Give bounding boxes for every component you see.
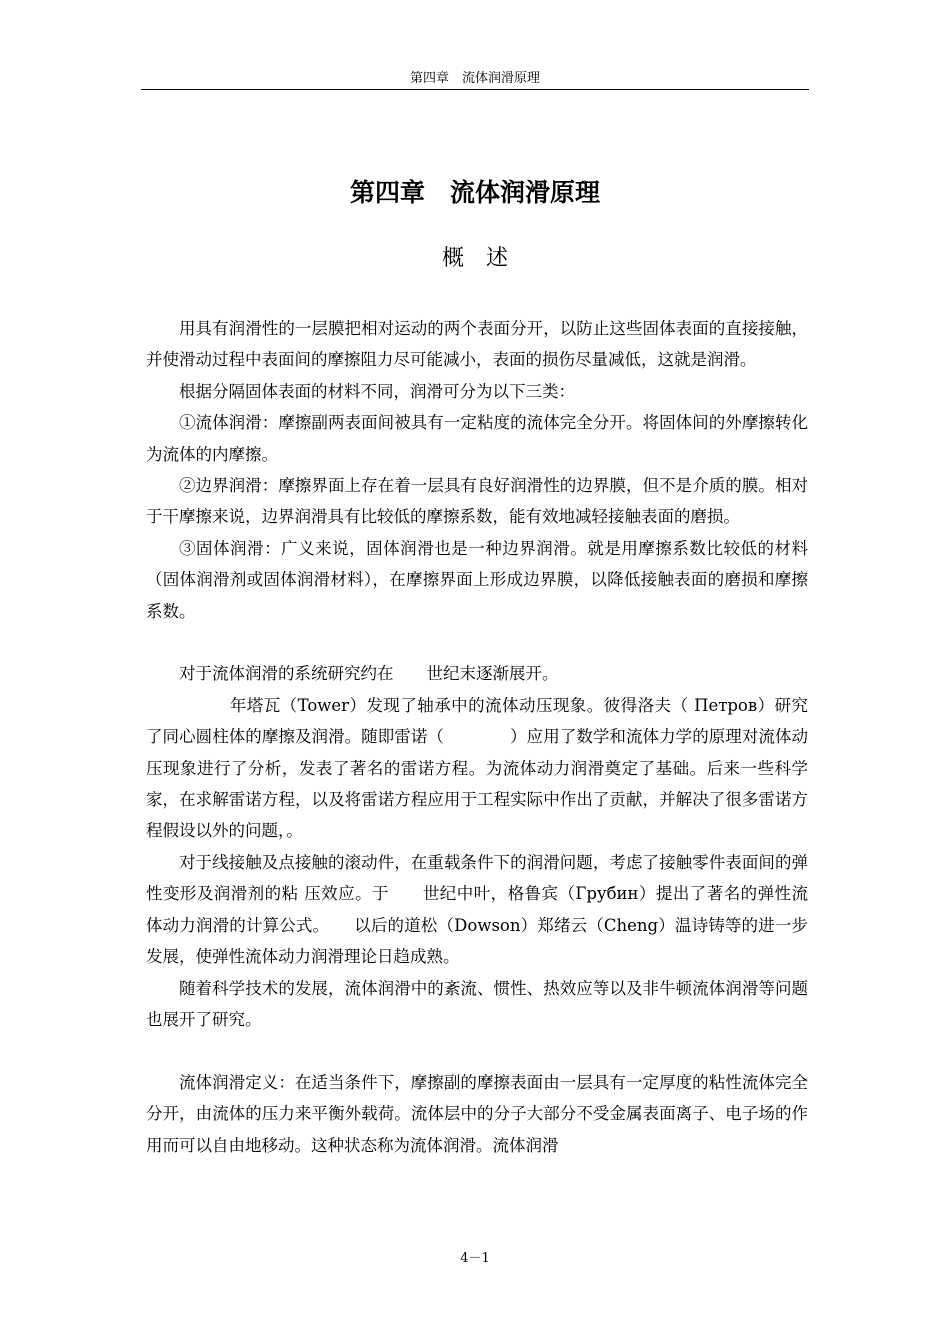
- running-header: 第四章 流体润滑原理: [409, 71, 540, 86]
- page-number: 4－1: [460, 1251, 490, 1266]
- paragraph-solid-lubrication: ③固体润滑：广义来说，固体润滑也是一种边界润滑。就是用摩擦系数比较低的材料（固体润滑剂或固体润滑材料），在摩擦界面上形成边界膜，以降低接触表面的磨损和摩擦系数。: [146, 538, 808, 621]
- paragraph-fluid-lubrication: ①流体润滑：摩擦副两表面间被具有一定粘度的流体完全分开。将固体间的外摩擦转化为流体的内摩擦。: [146, 413, 808, 464]
- header-rule: [141, 89, 809, 90]
- paragraph-definition-lubrication: 用具有润滑性的一层膜把相对运动的两个表面分开，以防止这些固体表面的直接接触，并使滑动过程中表面间的摩擦阻力尽可能减小，表面的损伤尽量减低，这就是润滑。: [146, 319, 808, 370]
- chapter-title: 第四章 流体润滑原理: [349, 178, 600, 207]
- paragraph-boundary-lubrication: ②边界润滑：摩擦界面上存在着一层具有良好润滑性的边界膜，但不是介质的膜。相对于干摩擦来说，边界润滑具有比较低的摩擦系数，能有效地减轻接触表面的磨损。: [146, 476, 808, 527]
- paragraph-history-ehl: 对于线接触及点接触的滚动件，在重载条件下的润滑问题，考虑了接触零件表面间的弹性变形及润滑剂的粘 压效应。于 世纪中叶，格鲁宾（Грубин）提出了著名的弹性流体动力润滑的计算公式。 以后的道松（Dowson）郑绪云（Cheng）温诗铸等的进一步发展，使弹性流体动力润滑理论日趋成熟。: [146, 852, 808, 967]
- paragraph-history-tower: 年塔瓦（Tower）发现了轴承中的流体动压现象。彼得洛夫（ Петров）研究了同心圆柱体的摩擦及润滑。随即雷诺（ ）应用了数学和流体力学的原理对流体动压现象进行了分析，发表了著名的雷诺方程。为流体动力润滑奠定了基础。后来一些科学家，在求解雷诺方程，以及将雷诺方程应用于工程实际中作出了贡献，并解决了很多雷诺方程假设以外的问题，。: [146, 695, 808, 841]
- paragraph-fluid-lubrication-definition: 流体润滑定义：在适当条件下，摩擦副的摩擦表面由一层具有一定厚度的粘性流体完全分开，由流体的压力来平衡外载荷。流体层中的分子大部分不受金属表面离子、电子场的作用而可以自由地移动。这种状态称为流体润滑。流体润滑: [146, 1072, 808, 1155]
- paragraph-history-recent: 随着科学技术的发展，流体润滑中的紊流、惯性、热效应等以及非牛顿流体润滑等问题也展开了研究。: [146, 978, 808, 1029]
- paragraph-gap: [146, 1035, 808, 1066]
- paragraph-classification-intro: 根据分隔固体表面的材料不同，润滑可分为以下三类：: [179, 381, 575, 401]
- paragraph-history-intro: 对于流体润滑的系统研究约在 世纪末逐渐展开。: [179, 664, 559, 684]
- section-title: 概 述: [441, 246, 508, 271]
- body-text: [146, 313, 808, 1161]
- paragraph-gap: [146, 627, 808, 658]
